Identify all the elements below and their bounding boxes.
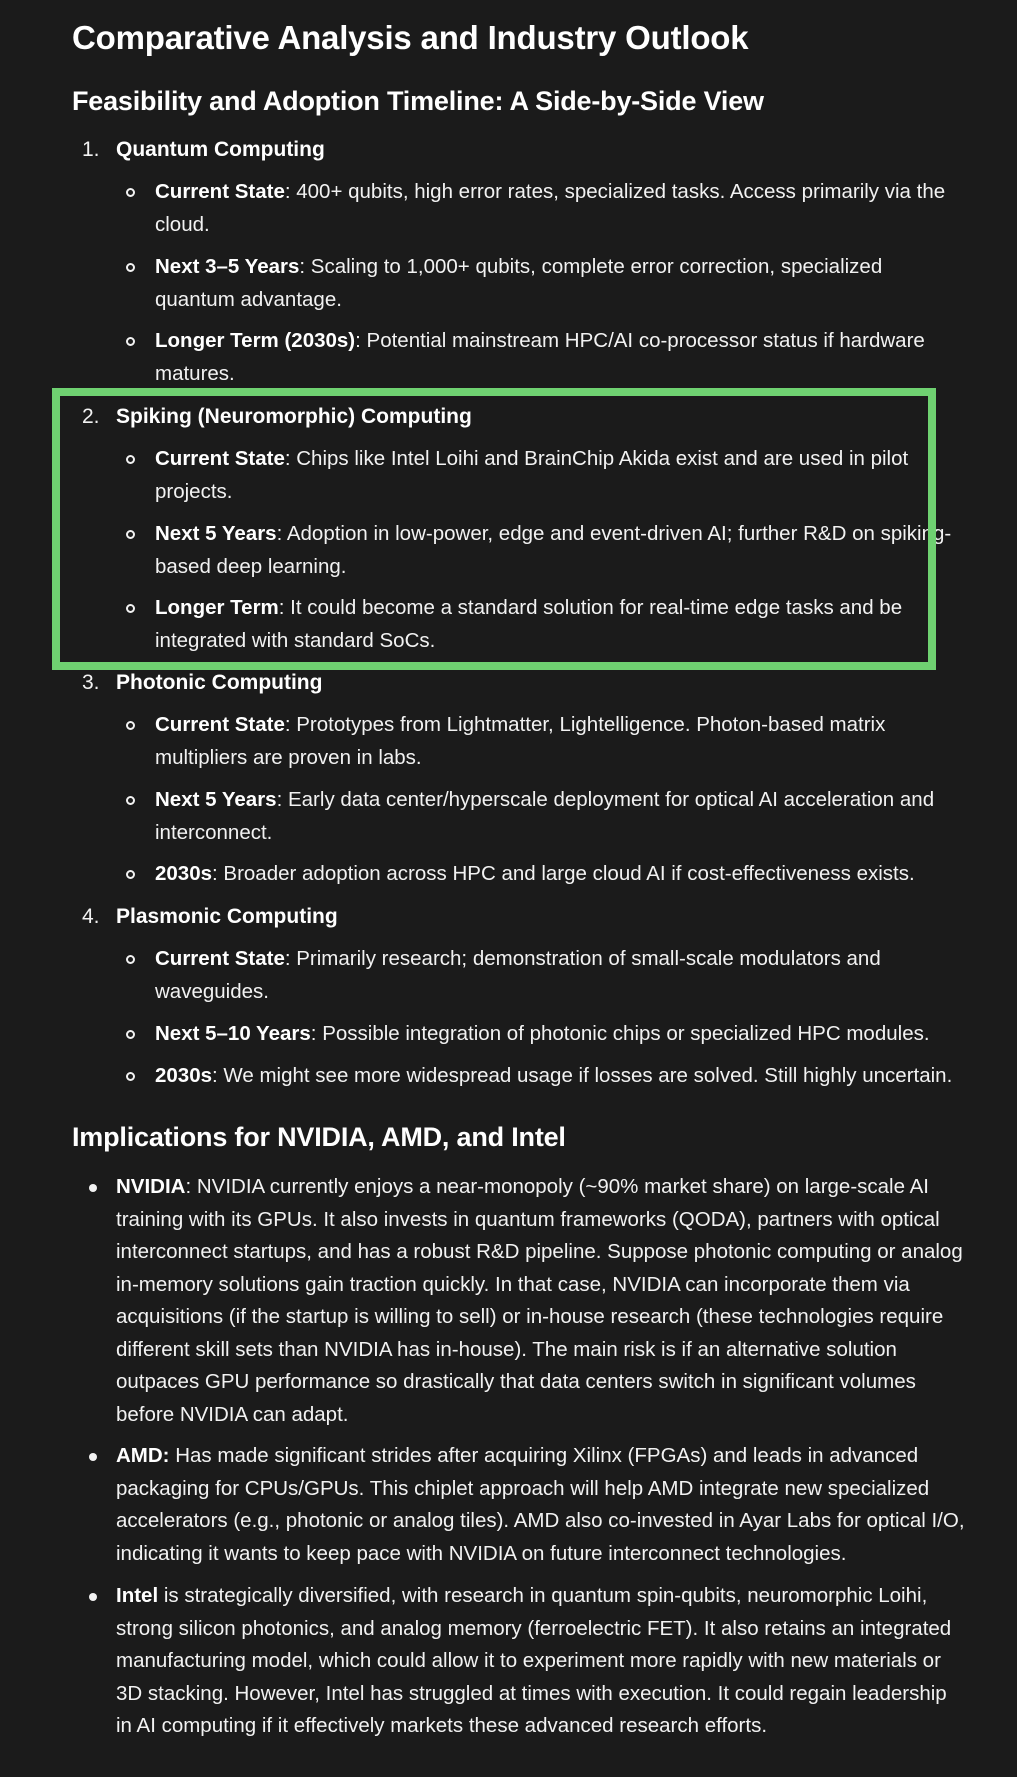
bullet-item-text: Intel is strategically diversified, with research in quantum spin-qubits, neuromorphic Loihi, strong silicon photonics, and analog memory (ferroelectric FET). It also retains an integrated manufacturing model, which could allow it to experiment more rapidly with new materials or 3D stacking. However, Intel has struggled at times with execution. It could regain leadership in AI computing if it effectively markets these advanced research efforts. bbox=[116, 1584, 952, 1737]
circle-bullet-icon bbox=[126, 1030, 135, 1039]
section-heading-feasibility: Feasibility and Adoption Timeline: A Side-by-Side View bbox=[72, 86, 764, 116]
list-item-title: Spiking (Neuromorphic) Computing bbox=[116, 405, 472, 428]
circle-bullet-icon bbox=[126, 188, 135, 197]
sub-item-text: 2030s: We might see more widespread usage if losses are solved. Still highly uncertain. bbox=[155, 1064, 953, 1087]
list-number: 1. bbox=[82, 138, 100, 161]
circle-bullet-icon bbox=[126, 870, 135, 879]
list-number: 2. bbox=[82, 405, 100, 428]
bullet-item-text: AMD: Has made significant strides after acquiring Xilinx (FPGAs) and leads in advanced packaging for CPUs/GPUs. This chiplet approach will help AMD integrate new specialized accelerators (e.g., photonic or analog tiles). AMD also co-invested in Ayar Labs for optical I/O, indicating it wants to keep pace with NVIDIA on future interconnect technologies. bbox=[116, 1444, 965, 1565]
sub-item-text: Current State: Primarily research; demonstration of small-scale modulators and waveguides. bbox=[155, 947, 881, 1003]
section-heading-implications: Implications for NVIDIA, AMD, and Intel bbox=[72, 1122, 566, 1152]
circle-bullet-icon bbox=[126, 604, 135, 613]
sub-item-text: Next 5–10 Years: Possible integration of photonic chips or specialized HPC modules. bbox=[155, 1022, 930, 1045]
list-item-title: Photonic Computing bbox=[116, 671, 323, 694]
disc-bullet-icon bbox=[89, 1184, 97, 1192]
sub-item-text: 2030s: Broader adoption across HPC and large cloud AI if cost-effectiveness exists. bbox=[155, 862, 915, 885]
circle-bullet-icon bbox=[126, 796, 135, 805]
sub-item-text: Current State: Chips like Intel Loihi and BrainChip Akida exist and are used in pilot projects. bbox=[155, 447, 909, 503]
sub-item-text: Longer Term: It could become a standard solution for real-time edge tasks and be integrated with standard SoCs. bbox=[155, 596, 903, 652]
sub-item-text: Next 5 Years: Early data center/hyperscale deployment for optical AI acceleration and interconnect. bbox=[155, 788, 935, 844]
list-number: 4. bbox=[82, 905, 100, 928]
list-item-title: Plasmonic Computing bbox=[116, 905, 338, 928]
circle-bullet-icon bbox=[126, 263, 135, 272]
circle-bullet-icon bbox=[126, 455, 135, 464]
list-item-title: Quantum Computing bbox=[116, 138, 325, 161]
sub-item-text: Next 5 Years: Adoption in low-power, edge and event-driven AI; further R&D on spiking-based deep learning. bbox=[155, 522, 952, 578]
bullet-item-text: NVIDIA: NVIDIA currently enjoys a near-monopoly (~90% market share) on large-scale AI training with its GPUs. It also invests in quantum frameworks (QODA), partners with optical interconnect startups, and has a robust R&D pipeline. Suppose photonic computing or analog in-memory solutions gain traction quickly. In that case, NVIDIA can incorporate them via acquisitions (if the startup is willing to sell) or in-house research (these technologies require different skill sets than NVIDIA has in-house). The main risk is if an alternative solution outpaces GPU performance so drastically that data centers switch in significant volumes before NVIDIA can adapt. bbox=[116, 1175, 963, 1426]
circle-bullet-icon bbox=[126, 955, 135, 964]
circle-bullet-icon bbox=[126, 721, 135, 730]
disc-bullet-icon bbox=[89, 1593, 97, 1601]
page-title: Comparative Analysis and Industry Outlook bbox=[72, 19, 749, 56]
circle-bullet-icon bbox=[126, 1072, 135, 1081]
disc-bullet-icon bbox=[89, 1453, 97, 1461]
sub-item-text: Longer Term (2030s): Potential mainstream HPC/AI co-processor status if hardware matures. bbox=[155, 329, 925, 385]
circle-bullet-icon bbox=[126, 337, 135, 346]
sub-item-text: Current State: Prototypes from Lightmatter, Lightelligence. Photon-based matrix multipliers are proven in labs. bbox=[155, 713, 886, 769]
list-number: 3. bbox=[82, 671, 100, 694]
circle-bullet-icon bbox=[126, 530, 135, 539]
sub-item-text: Current State: 400+ qubits, high error rates, specialized tasks. Access primarily via the cloud. bbox=[155, 180, 946, 236]
sub-item-text: Next 3–5 Years: Scaling to 1,000+ qubits, complete error correction, specialized quantum advantage. bbox=[155, 255, 883, 311]
